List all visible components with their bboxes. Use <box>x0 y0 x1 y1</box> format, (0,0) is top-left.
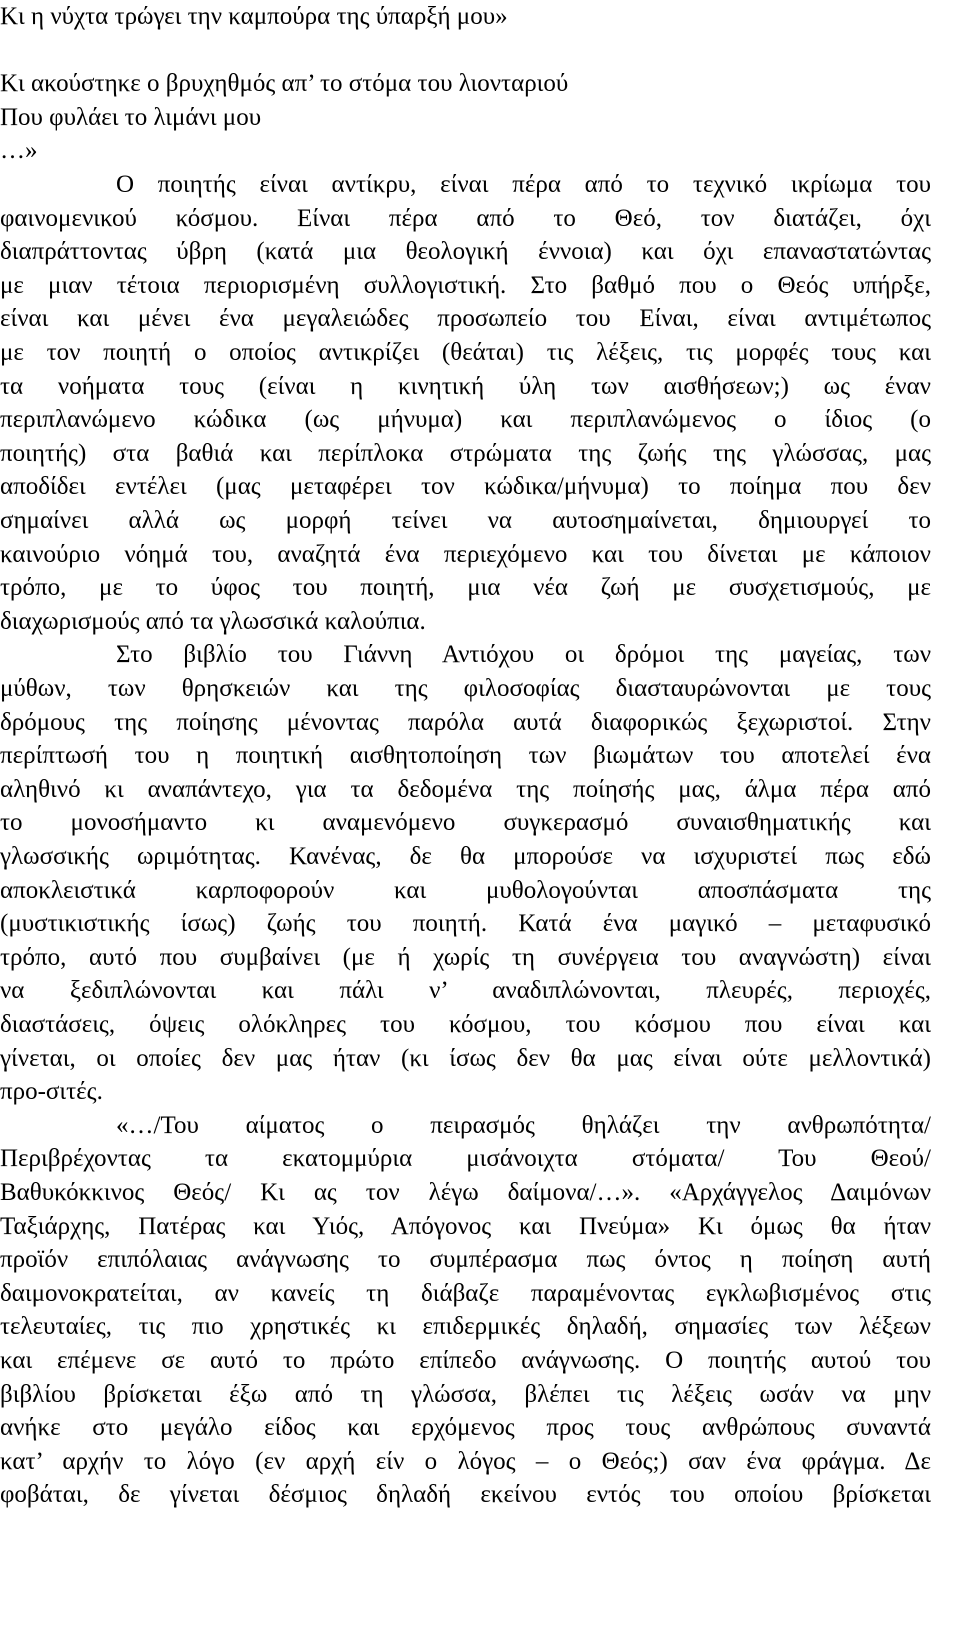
verse-line: Κι η νύχτα τρώγει την καμπούρα της ύπαρξή μου» <box>0 3 508 30</box>
paragraph-line: τρόπο, αυτό που συμβαίνει (με ή χωρίς τη συνέργεια του αναγνώστη) είναι <box>0 944 931 971</box>
paragraph-line: γλωσσικής ωριμότητας. Κανένας, δε θα μπορούσε να ισχυριστεί πως εδώ <box>0 843 931 870</box>
paragraph-line: Ο ποιητής είναι αντίκρυ, είναι πέρα από το τεχνικό ικρίωμα του <box>116 171 931 198</box>
paragraph-line: αληθινό κι αναπάντεχο, για τα δεδομένα της ποίησής μας, άλμα πέρα από <box>0 776 931 803</box>
paragraph-line: τελευταίες, τις πιο χρηστικές κι επιδερμικές δηλαδή, σημασίες των λέξεων <box>0 1313 931 1340</box>
paragraph-line: καινούριο νόημά του, αναζητά ένα περιεχόμενο και του δίνεται με κάποιον <box>0 541 931 568</box>
paragraph-line: κατ’ αρχήν το λόγο (εν αρχή είν ο λόγος – ο Θεός;) σαν ένα φράγμα. Δε <box>0 1448 931 1475</box>
paragraph-line: ποιητής) στα βαθιά και περίπλοκα στρώματα της ζωής της γλώσσας, μας <box>0 440 931 467</box>
paragraph-line: Βαθυκόκκινος Θεός/ Κι ας τον λέγω δαίμονα/…». «Αρχάγγελος Δαιμόνων <box>0 1179 931 1206</box>
paragraph-line: διαστάσεις, όψεις ολόκληρες του κόσμου, του κόσμου που είναι και <box>0 1011 931 1038</box>
paragraph-line: περιπλανώμενο κώδικα (ως μήνυμα) και περιπλανώμενος ο ίδιος (ο <box>0 406 931 433</box>
paragraph-line: να ξεδιπλώνονται και πάλι ν’ αναδιπλώνονται, πλευρές, περιοχές, <box>0 977 931 1004</box>
paragraph-line: τρόπο, με το ύφος του ποιητή, μια νέα ζωή με συσχετισμούς, με <box>0 574 931 601</box>
paragraph-line: Περιβρέχοντας τα εκατομμύρια μισάνοιχτα στόματα/ Του Θεού/ <box>0 1145 931 1172</box>
paragraph-line: βιβλίου βρίσκεται έξω από τη γλώσσα, βλέπει τις λέξεις ωσάν να μην <box>0 1381 931 1408</box>
paragraph-line: δρόμους της ποίησης μένοντας παρόλα αυτά διαφορικώς ξεχωριστοί. Στην <box>0 709 931 736</box>
paragraph-line: γίνεται, οι οποίες δεν μας ήταν (κι ίσως δεν θα μας είναι ούτε μελλοντικά) <box>0 1045 931 1072</box>
paragraph-line: ανήκε στο μεγάλο είδος και ερχόμενος προς τους ανθρώπους συναντά <box>0 1414 931 1441</box>
paragraph-line: «…/Του αίματος ο πειρασμός θηλάζει την ανθρωπότητα/ <box>116 1112 931 1139</box>
paragraph-line: Στο βιβλίο του Γιάννη Αντιόχου οι δρόμοι της μαγείας, των <box>116 641 931 668</box>
paragraph-line: Ταξιάρχης, Πατέρας και Υιός, Απόγονος και Πνεύμα» Κι όμως θα ήταν <box>0 1213 931 1240</box>
paragraph-line: τα νοήματα τους (είναι η κινητική ύλη των αισθήσεων;) ως έναν <box>0 373 931 400</box>
paragraph-line: με μιαν τέτοια περιορισμένη συλλογιστική. Στο βαθμό που ο Θεός υπήρξε, <box>0 272 931 299</box>
paragraph-line: δαιμονοκρατείται, αν κανείς τη διάβαζε παραμένοντας εγκλωβισμένος στις <box>0 1280 931 1307</box>
paragraph-line: το μονοσήμαντο κι αναμενόμενο συγκερασμό συναισθηματικής και <box>0 809 931 836</box>
paragraph-line: διαχωρισμούς από τα γλωσσικά καλούπια. <box>0 608 426 635</box>
verse-line: Κι ακούστηκε ο βρυχηθμός απ’ το στόμα του λιονταριού <box>0 70 569 97</box>
paragraph-line: προ-σιτές. <box>0 1078 103 1105</box>
paragraph-line: διαπράττοντας ύβρη (κατά μια θεολογική έννοια) και όχι επαναστατώντας <box>0 238 931 265</box>
paragraph-line: φαινομενικού κόσμου. Είναι πέρα από το Θεό, τον διατάζει, όχι <box>0 205 931 232</box>
paragraph-line: είναι και μένει ένα μεγαλειώδες προσωπείο του Είναι, είναι αντιμέτωπος <box>0 305 931 332</box>
paragraph-line: περίπτωσή του η ποιητική αισθητοποίηση των βιωμάτων του αποτελεί ένα <box>0 742 931 769</box>
verse-line: …» <box>0 137 38 164</box>
paragraph-line: αποκλειστικά καρποφορούν και μυθολογούνται αποσπάσματα της <box>0 877 931 904</box>
paragraph-line: φοβάται, δε γίνεται δέσμιος δηλαδή εκείνου εντός του οποίου βρίσκεται <box>0 1481 931 1508</box>
paragraph-line: αποδίδει εντέλει (μας μεταφέρει τον κώδικα/μήνυμα) το ποίημα που δεν <box>0 473 931 500</box>
paragraph-line: και επέμενε σε αυτό το πρώτο επίπεδο ανάγνωσης. Ο ποιητής αυτού του <box>0 1347 931 1374</box>
paragraph-line: σημαίνει αλλά ως μορφή τείνει να αυτοσημαίνεται, δημιουργεί το <box>0 507 931 534</box>
paragraph-line: με τον ποιητή ο οποίος αντικρίζει (θεάται) τις λέξεις, τις μορφές τους και <box>0 339 931 366</box>
paragraph-line: προϊόν επιπόλαιας ανάγνωσης το συμπέρασμα πως όντος η ποίηση αυτή <box>0 1246 931 1273</box>
verse-line: Που φυλάει το λιμάνι μου <box>0 104 262 131</box>
paragraph-line: (μυστικιστικής ίσως) ζωής του ποιητή. Κατά ένα μαγικό – μεταφυσικό <box>0 910 931 937</box>
paragraph-line: μύθων, των θρησκειών και της φιλοσοφίας διασταυρώνονται με τους <box>0 675 931 702</box>
